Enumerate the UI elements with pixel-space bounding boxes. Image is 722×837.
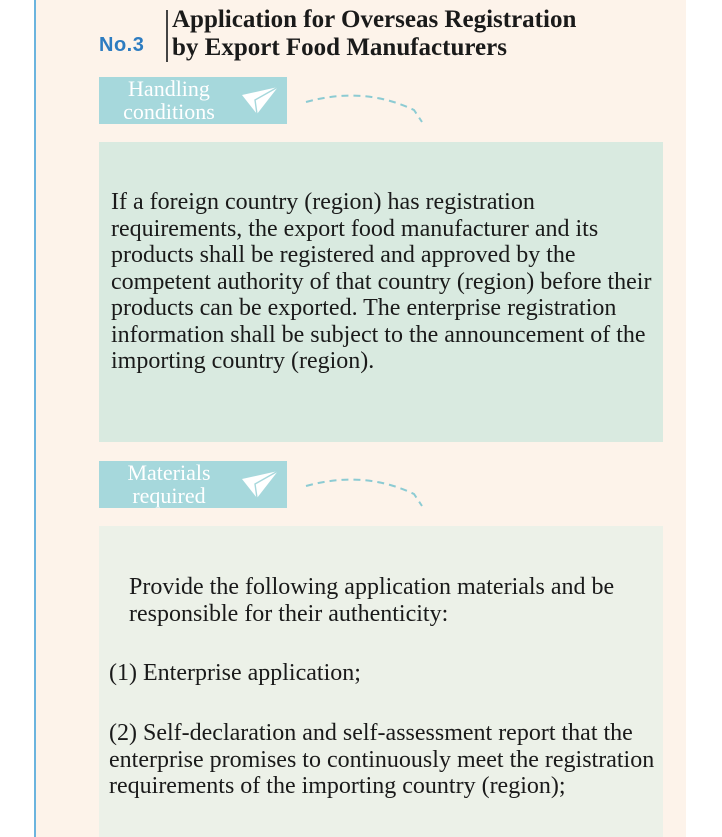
paper-plane-icon (241, 83, 279, 117)
title-line-2: by Export Food Manufacturers (172, 34, 507, 61)
materials-required-panel (99, 526, 663, 837)
left-accent-rule (34, 0, 36, 837)
section-tag-materials-required (99, 461, 287, 508)
tag-line-2: required (132, 483, 206, 508)
materials-list-item: (2) Self-declaration and self-assessment report that the enterprise promises to continuously meet the registration requirements of the importing country (region); (109, 720, 655, 799)
section-tag-label (99, 77, 239, 123)
item-number-label: No.3 (99, 34, 145, 56)
materials-intro-text: Provide the following application materials and be responsible for their authenticity: (129, 574, 615, 627)
title-line-1: Application for Overseas Registration (172, 6, 577, 33)
handling-conditions-text: If a foreign country (region) has registration requirements, the export food manufacturer and its products shall be registered and approved by the competent authority of that country (region) before their products can be exported. The enterprise registration information shall be subject to the announcement of the importing country (region). (111, 189, 652, 374)
handling-conditions-panel (99, 142, 663, 442)
section-tag-handling-conditions (99, 77, 287, 124)
page-title (172, 6, 576, 62)
dashed-trail-decoration (304, 474, 428, 510)
materials-list-item: (1) Enterprise application; (109, 660, 361, 686)
tag-line-1: Handling (128, 76, 210, 101)
section-tag-label (99, 461, 239, 507)
title-divider (166, 10, 168, 62)
paper-plane-icon (241, 467, 279, 501)
dashed-trail-decoration (304, 90, 428, 126)
tag-line-1: Materials (127, 460, 211, 485)
tag-line-2: conditions (123, 99, 215, 124)
